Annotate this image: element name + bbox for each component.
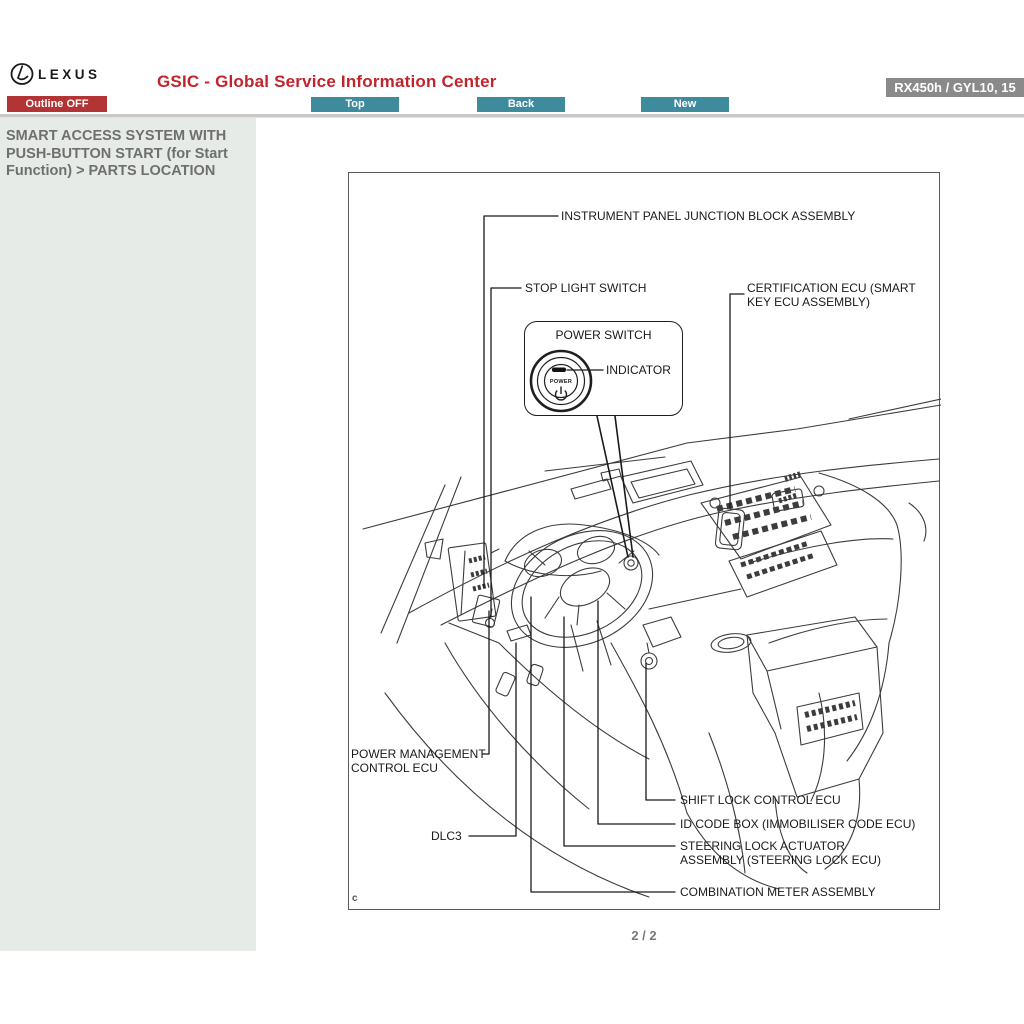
top-button[interactable]: Top <box>311 97 399 112</box>
label-id-code-box: ID CODE BOX (IMMOBILISER CODE ECU) <box>680 817 916 831</box>
outline-toggle-button[interactable]: Outline OFF <box>7 96 107 112</box>
lexus-logo <box>10 62 140 92</box>
page-title: GSIC - Global Service Information Center <box>157 72 497 91</box>
label-instrument-panel-junction-block: INSTRUMENT PANEL JUNCTION BLOCK ASSEMBLY <box>561 209 856 223</box>
page-indicator: 2 / 2 <box>631 928 657 943</box>
callout-leader-lines <box>469 216 744 892</box>
new-button[interactable]: New <box>641 97 729 112</box>
vehicle-model-badge: RX450h / GYL10, 15 <box>886 78 1024 97</box>
label-certification-ecu: CERTIFICATION ECU (SMART KEY ECU ASSEMBLY) <box>747 281 916 309</box>
breadcrumb: SMART ACCESS SYSTEM WITH PUSH-BUTTON START (for Start Function) > PARTS LOCATION <box>6 128 228 180</box>
label-stop-light-switch: STOP LIGHT SWITCH <box>525 281 647 295</box>
figure-mark: c <box>352 893 358 904</box>
label-dlc3: DLC3 <box>431 829 462 843</box>
label-indicator: INDICATOR <box>606 363 671 377</box>
label-shift-lock-control-ecu: SHIFT LOCK CONTROL ECU <box>680 793 841 807</box>
parts-location-figure <box>348 172 940 910</box>
label-power-switch: POWER SWITCH <box>555 328 652 342</box>
back-button[interactable]: Back <box>477 97 565 112</box>
sidebar <box>0 118 256 951</box>
power-button-text: POWER <box>549 379 573 385</box>
lexus-logo-icon <box>10 62 140 87</box>
label-combination-meter: COMBINATION METER ASSEMBLY <box>680 885 876 899</box>
lexus-wordmark: LEXUS <box>38 67 101 82</box>
label-power-management-ecu: POWER MANAGEMENT CONTROL ECU <box>351 747 486 775</box>
label-steering-lock-actuator: STEERING LOCK ACTUATOR ASSEMBLY (STEERING LOCK ECU) <box>680 839 881 867</box>
